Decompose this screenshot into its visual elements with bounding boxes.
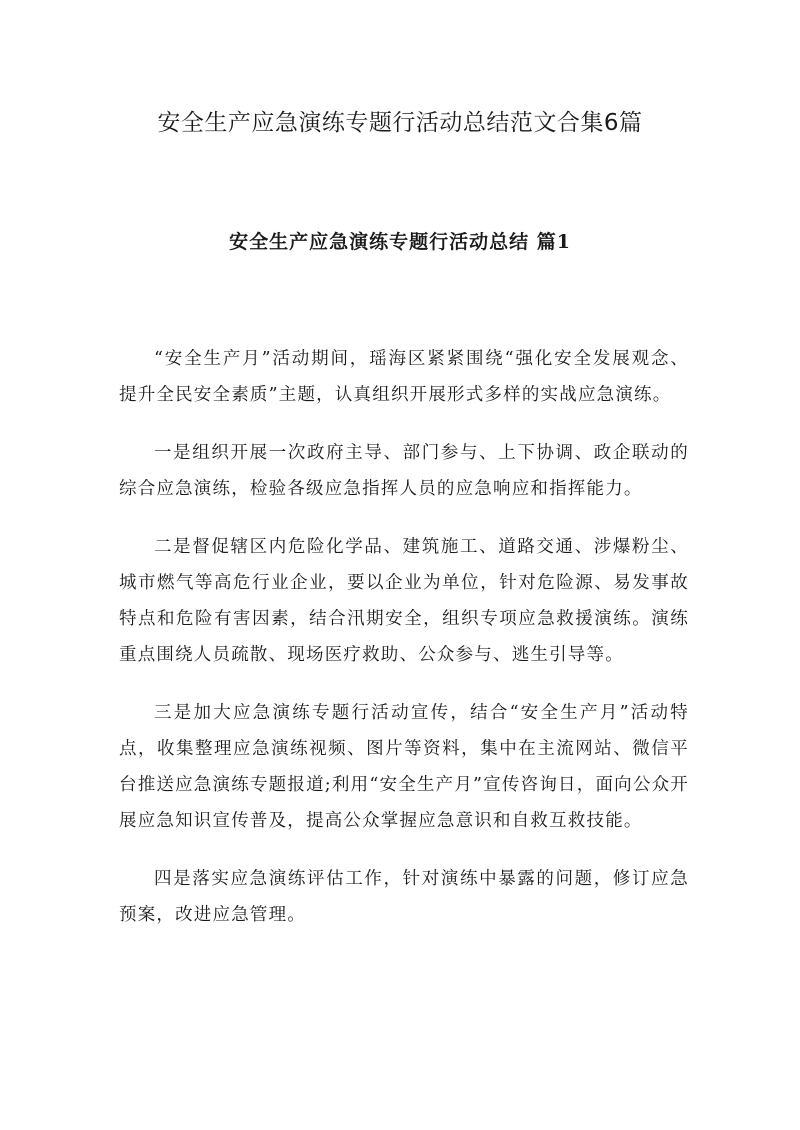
paragraph-1: “安全生产月”活动期间，瑶海区紧紧围绕“强化安全发展观念、提升全民安全素质”主题，认真组织开展形式多样的实战应急演练。: [119, 349, 689, 405]
paragraph-2: 一是组织开展一次政府主导、部门参与、上下协调、政企联动的综合应急演练，检验各级应急指挥人员的应急响应和指挥能力。: [119, 443, 689, 499]
section-heading: 安全生产应急演练专题行活动总结 篇1: [229, 231, 571, 253]
document-body: [119, 341, 689, 955]
paragraph-4: 三是加大应急演练专题行活动宣传，结合“安全生产月”活动特点，收集整理应急演练视频、图片等资料，集中在主流网站、微信平台推送应急演练专题报道;利用“安全生产月”宣传咨询日，面向公众开展应急知识宣传普及，提高公众掌握应急意识和自救互救技能。: [119, 703, 689, 831]
paragraph-5: 四是落实应急演练评估工作，针对演练中暴露的问题，修订应急预案，改进应急管理。: [119, 869, 689, 925]
document-title: 安全生产应急演练专题行活动总结范文合集6篇: [157, 110, 643, 136]
paragraph-3: 二是督促辖区内危险化学品、建筑施工、道路交通、涉爆粉尘、城市燃气等高危行业企业，要以企业为单位，针对危险源、易发事故特点和危险有害因素，结合汛期安全，组织专项应急救援演练。演练重点围绕人员疏散、现场医疗救助、公众参与、逃生引导等。: [119, 537, 689, 665]
